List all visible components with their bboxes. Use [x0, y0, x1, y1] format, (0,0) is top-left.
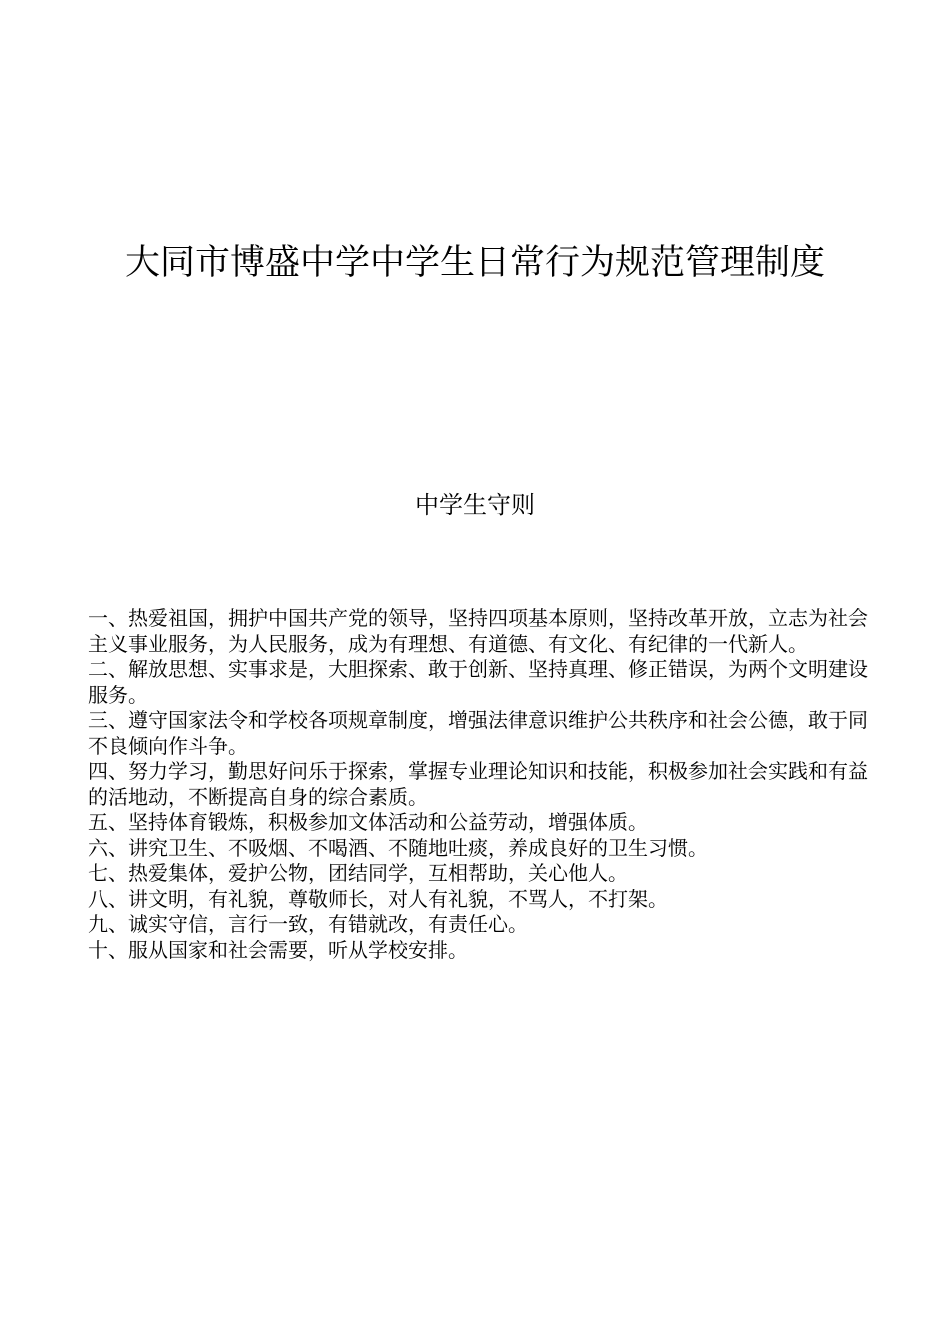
rules-list	[88, 606, 868, 963]
document-title: 大同市博盛中学中学生日常行为规范管理制度	[124, 243, 825, 283]
rule-item: 八、讲文明，有礼貌，尊敬师长，对人有礼貌，不骂人，不打架。	[88, 886, 668, 911]
section-title: 中学生守则	[415, 491, 535, 519]
rule-item: 九、诚实守信，言行一致，有错就改，有责任心。	[88, 912, 528, 936]
rule-item: 六、讲究卫生、不吸烟、不喝酒、不随地吐痰，养成良好的卫生习惯。	[88, 835, 708, 860]
rule-item: 四、努力学习，勤思好问乐于探索，掌握专业理论知识和技能，积极参加社会实践和有益的活地动，不断提高自身的综合素质。	[88, 759, 868, 809]
rule-item: 五、坚持体育锻炼，积极参加文体活动和公益劳动，增强体质。	[88, 810, 648, 834]
rule-item: 十、服从国家和社会需要，听从学校安排。	[88, 937, 468, 962]
rule-item: 一、热爱祖国，拥护中国共产党的领导，坚持四项基本原则，坚持改革开放，立志为社会主义事业服务，为人民服务，成为有理想、有道德、有文化、有纪律的一代新人。	[88, 606, 868, 656]
rule-item: 七、热爱集体，爱护公物，团结同学，互相帮助，关心他人。	[88, 861, 628, 885]
rule-item: 三、遵守国家法令和学校各项规章制度，增强法律意识维护公共秩序和社会公德，敢于同不良倾向作斗争。	[88, 708, 868, 758]
rule-item: 二、解放思想、实事求是，大胆探索、敢于创新、坚持真理、修正错误，为两个文明建设服务。	[88, 657, 868, 707]
